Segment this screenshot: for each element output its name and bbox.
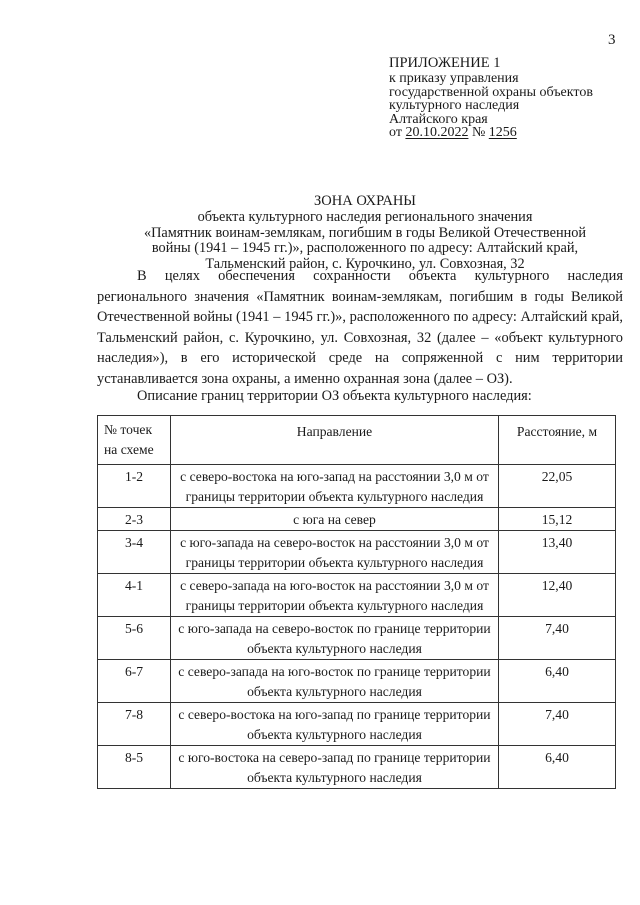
cell-point: 7-8 [98,703,171,746]
cell-distance: 22,05 [499,465,616,508]
cell-direction: с юго-востока на северо-запад по границе территории объекта культурного наследия [171,746,499,789]
cell-direction: с северо-запада на юго-восток на расстоянии 3,0 м от границы территории объекта культурного наследия [171,574,499,617]
cell-distance: 15,12 [499,508,616,531]
header-direction: Направление [171,416,499,465]
appendix-line: культурного наследия [389,98,520,113]
heading-line: Тальменский район, с. Курочкино, ул. Совхозная, 32 [205,255,525,272]
appendix-block [389,56,629,140]
table-row [98,660,616,703]
order-number-sign: № [471,125,486,140]
cell-distance: 7,40 [499,703,616,746]
header-distance: Расстояние, м [499,416,616,465]
appendix-title: ПРИЛОЖЕНИЕ 1 [389,55,501,71]
cell-direction: с северо-запада на юго-восток по границе территории объекта культурного наследия [171,660,499,703]
table-row [98,746,616,789]
zone-title: ЗОНА ОХРАНЫ [314,193,416,209]
appendix-line: Алтайского края [389,111,488,127]
table-row [98,703,616,746]
cell-direction: с юго-запада на северо-восток по границе территории объекта культурного наследия [171,617,499,660]
table-row [98,617,616,660]
cell-direction: с юга на север [171,508,499,531]
order-from-label: от [389,125,402,140]
boundary-table [97,415,616,789]
appendix-line: к приказу управления [389,71,519,86]
cell-point: 3-4 [98,531,171,574]
cell-point: 4-1 [98,574,171,617]
order-number: 1256 [488,125,517,140]
cell-point: 5-6 [98,617,171,660]
cell-distance: 6,40 [499,746,616,789]
table-row [98,574,616,617]
order-date: 20.10.2022 [405,125,469,140]
intro-paragraph: В целях обеспечения сохранности объекта культурного наследия регионального значения «Памятник воинам-землякам, погибшим в годы Великой Отечественной войны (1941 – 1945 гг.)», расположенного по адресу: Алтайский край, Тальменский район, с. Курочкино, ул. Совхозная, 32 (далее – «объект культурного наследия»), в его исторической среде на сопряженной с ним территории устанавливается зона охраны, а именно охранная зона (далее – ОЗ). [97,268,623,387]
order-reference [389,126,629,140]
table-caption: Описание границ территории ОЗ объекта культурного наследия: [137,388,532,404]
page-number: 3 [608,32,616,48]
cell-point: 2-3 [98,508,171,531]
cell-direction: с северо-востока на юго-запад на расстоянии 3,0 м от границы территории объекта культурного наследия [171,465,499,508]
cell-direction: с юго-запада на северо-восток на расстоянии 3,0 м от границы территории объекта культурного наследия [171,531,499,574]
cell-distance: 13,40 [499,531,616,574]
table-row [98,531,616,574]
cell-point: 6-7 [98,660,171,703]
zone-heading [100,193,630,272]
table-row [98,465,616,508]
cell-distance: 12,40 [499,574,616,617]
table-header-row [98,416,616,465]
heading-line: «Памятник воинам-землякам, погибшим в годы Великой Отечественной [143,224,587,241]
header-point: № точек на схеме [98,416,171,465]
heading-line: объекта культурного наследия регионального значения [197,209,533,225]
table-row [98,508,616,531]
cell-point: 8-5 [98,746,171,789]
heading-line: войны (1941 – 1945 гг.)», расположенного по адресу: Алтайский край, [151,240,579,256]
cell-point: 1-2 [98,465,171,508]
cell-distance: 7,40 [499,617,616,660]
cell-direction: с северо-востока на юго-запад по границе территории объекта культурного наследия [171,703,499,746]
cell-distance: 6,40 [499,660,616,703]
appendix-line: государственной охраны объектов [389,84,593,100]
